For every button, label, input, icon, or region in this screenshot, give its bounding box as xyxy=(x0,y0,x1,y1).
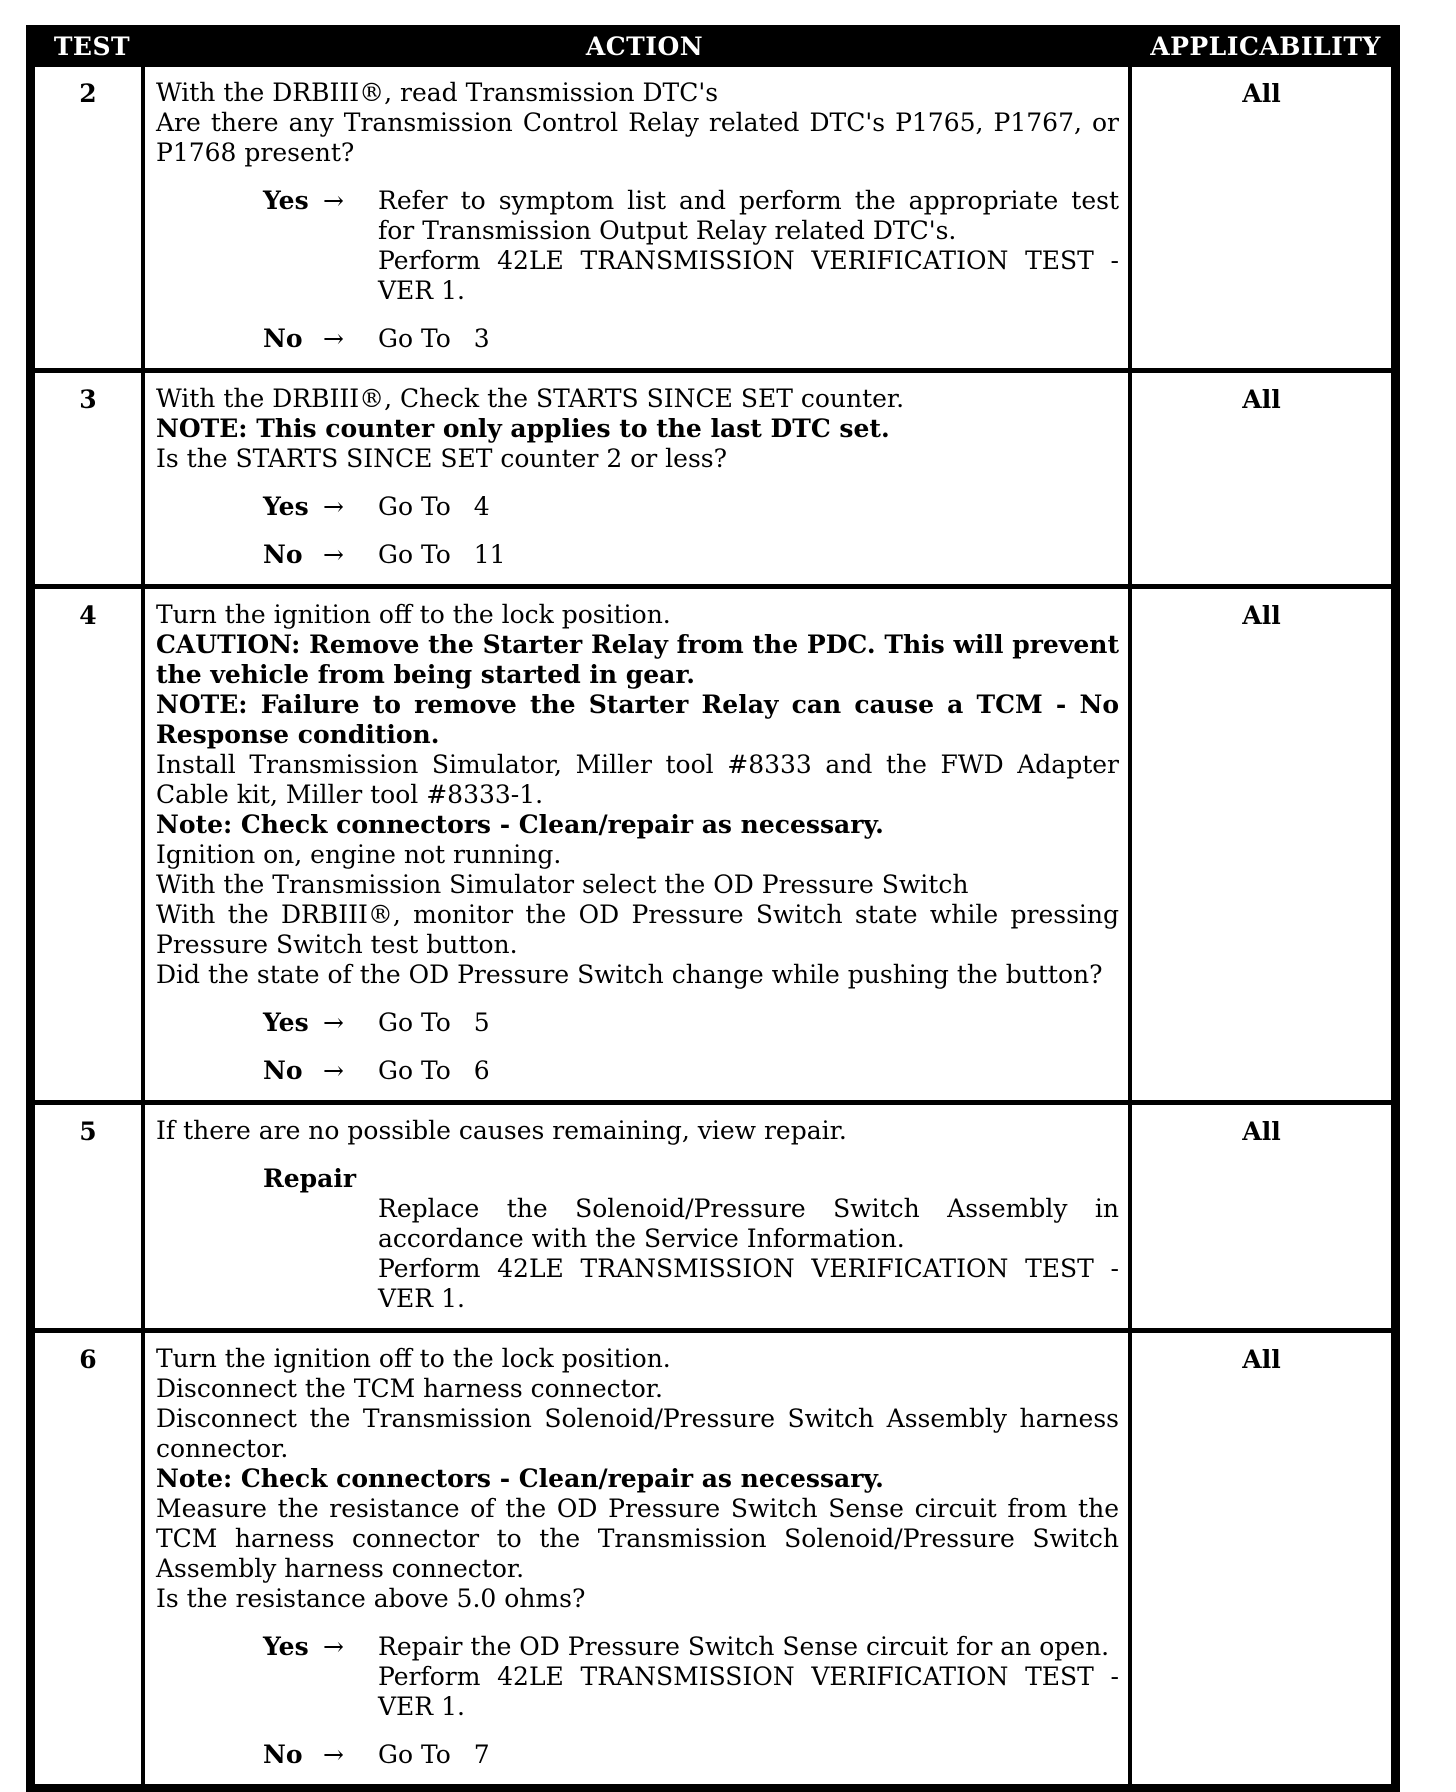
action-cell xyxy=(145,1105,1132,1328)
test-number: 3 xyxy=(79,385,97,414)
applicability-cell xyxy=(1132,589,1391,1100)
action-cell xyxy=(145,67,1132,368)
action-paragraph: Did the state of the OD Pressure Switch change while pushing the button? xyxy=(156,960,1103,989)
table-row xyxy=(35,584,1391,1100)
test-number: 4 xyxy=(79,601,97,630)
action-paragraph: Turn the ignition off to the lock position. xyxy=(156,1344,671,1373)
action-paragraph: Is the resistance above 5.0 ohms? xyxy=(156,1584,586,1613)
decision-branch xyxy=(156,1056,1119,1086)
applicability-cell xyxy=(1132,1333,1391,1784)
test-number: 2 xyxy=(79,79,97,108)
test-cell xyxy=(35,373,145,584)
action-paragraph: With the DRBIII®, read Transmission DTC's xyxy=(156,78,719,107)
action-paragraph: Note: Check connectors - Clean/repair as necessary. xyxy=(156,1464,884,1493)
action-cell xyxy=(145,1333,1132,1784)
applicability-value: All xyxy=(1242,601,1281,630)
arrow-icon: → xyxy=(323,1056,344,1085)
test-cell xyxy=(35,589,145,1100)
action-paragraph: With the DRBIII®, Check the STARTS SINCE SET counter. xyxy=(156,384,905,413)
decision-branch xyxy=(156,492,1119,522)
arrow-icon: → xyxy=(323,186,344,215)
test-cell xyxy=(35,1333,145,1784)
applicability-value: All xyxy=(1242,385,1281,414)
branch-label: No xyxy=(263,1740,303,1769)
applicability-value: All xyxy=(1242,1117,1281,1146)
branch-text xyxy=(378,1632,1119,1722)
goto-target: 4 xyxy=(473,492,490,521)
branch-label: Yes xyxy=(263,492,309,521)
action-paragraph: Disconnect the Transmission Solenoid/Pressure Switch Assembly harness connector. xyxy=(156,1404,1119,1463)
goto-target: 5 xyxy=(473,1008,490,1037)
action-paragraph: With the DRBIII®, monitor the OD Pressure Switch state while pressing Pressure Switch test button. xyxy=(156,900,1119,959)
action-paragraph: NOTE: This counter only applies to the last DTC set. xyxy=(156,414,890,443)
decision-branch xyxy=(156,540,1119,570)
branch-text xyxy=(378,324,1119,354)
applicability-cell xyxy=(1132,373,1391,584)
branch-line: Perform 42LE TRANSMISSION VERIFICATION TEST - VER 1. xyxy=(378,246,1119,305)
table-row xyxy=(35,1100,1391,1328)
action-paragraph: NOTE: Failure to remove the Starter Relay can cause a TCM - No Response condition. xyxy=(156,690,1119,749)
branch-label: No xyxy=(263,540,303,569)
applicability-cell xyxy=(1132,67,1391,368)
decision-branch xyxy=(156,186,1119,306)
action-paragraph: Measure the resistance of the OD Pressure Switch Sense circuit from the TCM harness connector to the Transmission Solenoid/Pressure Switch Assembly harness connector. xyxy=(156,1494,1119,1583)
action-paragraph: Ignition on, engine not running. xyxy=(156,840,562,869)
branch-label: No xyxy=(263,324,303,353)
arrow-icon: → xyxy=(323,1008,344,1037)
diagnostic-test-table xyxy=(26,25,1400,1792)
goto-text: Go To xyxy=(378,1056,451,1085)
table-header-row xyxy=(35,25,1391,67)
column-header-applicability: APPLICABILITY xyxy=(1150,31,1381,61)
arrow-icon: → xyxy=(323,540,344,569)
arrow-icon: → xyxy=(323,1632,344,1661)
action-paragraph: With the Transmission Simulator select the OD Pressure Switch xyxy=(156,870,969,899)
branch-text xyxy=(378,1008,1119,1038)
branch-label: Repair xyxy=(263,1164,357,1193)
action-paragraph: CAUTION: Remove the Starter Relay from the PDC. This will prevent the vehicle from being started in gear. xyxy=(156,630,1119,689)
column-header-test: TEST xyxy=(53,31,131,61)
branch-label: Yes xyxy=(263,1632,309,1661)
table-row xyxy=(35,67,1391,368)
decision-branch xyxy=(156,1164,1119,1314)
branch-text xyxy=(378,492,1119,522)
branch-label: Yes xyxy=(263,186,309,215)
branch-line: Perform 42LE TRANSMISSION VERIFICATION TEST - VER 1. xyxy=(378,1254,1119,1313)
goto-target: 3 xyxy=(473,324,490,353)
applicability-cell xyxy=(1132,1105,1391,1328)
branch-label: No xyxy=(263,1056,303,1085)
action-paragraph: Disconnect the TCM harness connector. xyxy=(156,1374,663,1403)
branch-line: Replace the Solenoid/Pressure Switch Assembly in accordance with the Service Information. xyxy=(378,1194,1119,1253)
table-row xyxy=(35,1328,1391,1784)
test-cell xyxy=(35,1105,145,1328)
action-paragraph: Turn the ignition off to the lock position. xyxy=(156,600,671,629)
arrow-icon: → xyxy=(323,324,344,353)
action-cell xyxy=(145,373,1132,584)
decision-branch xyxy=(156,1740,1119,1770)
goto-target: 6 xyxy=(473,1056,490,1085)
applicability-value: All xyxy=(1242,79,1281,108)
branch-text xyxy=(378,1194,1119,1314)
branch-label: Yes xyxy=(263,1008,309,1037)
branch-text xyxy=(378,1056,1119,1086)
goto-text: Go To xyxy=(378,540,451,569)
column-header-action: ACTION xyxy=(585,31,704,61)
goto-target: 7 xyxy=(473,1740,490,1769)
action-paragraph: Is the STARTS SINCE SET counter 2 or less? xyxy=(156,444,728,473)
goto-text: Go To xyxy=(378,324,451,353)
branch-line: Refer to symptom list and perform the appropriate test for Transmission Output Relay related DTC's. xyxy=(378,186,1119,245)
branch-text xyxy=(378,186,1119,306)
branch-text xyxy=(378,540,1119,570)
action-paragraph: Install Transmission Simulator, Miller tool #8333 and the FWD Adapter Cable kit, Miller tool #8333-1. xyxy=(156,750,1119,809)
action-cell xyxy=(145,589,1132,1100)
action-paragraph: Note: Check connectors - Clean/repair as necessary. xyxy=(156,810,884,839)
action-paragraph: If there are no possible causes remaining, view repair. xyxy=(156,1116,847,1145)
decision-branch xyxy=(156,1632,1119,1722)
arrow-icon: → xyxy=(323,492,344,521)
goto-text: Go To xyxy=(378,492,451,521)
goto-text: Go To xyxy=(378,1740,451,1769)
test-number: 6 xyxy=(79,1345,97,1374)
branch-text xyxy=(378,1740,1119,1770)
decision-branch xyxy=(156,1008,1119,1038)
goto-text: Go To xyxy=(378,1008,451,1037)
goto-target: 11 xyxy=(473,540,506,569)
table-row xyxy=(35,368,1391,584)
test-number: 5 xyxy=(79,1117,97,1146)
test-cell xyxy=(35,67,145,368)
branch-line: Perform 42LE TRANSMISSION VERIFICATION TEST - VER 1. xyxy=(378,1662,1119,1721)
table-body xyxy=(35,67,1391,1784)
applicability-value: All xyxy=(1242,1345,1281,1374)
decision-branch xyxy=(156,324,1119,354)
arrow-icon: → xyxy=(323,1740,344,1769)
branch-line: Repair the OD Pressure Switch Sense circuit for an open. xyxy=(378,1632,1110,1661)
action-paragraph: Are there any Transmission Control Relay related DTC's P1765, P1767, or P1768 present? xyxy=(156,108,1119,167)
